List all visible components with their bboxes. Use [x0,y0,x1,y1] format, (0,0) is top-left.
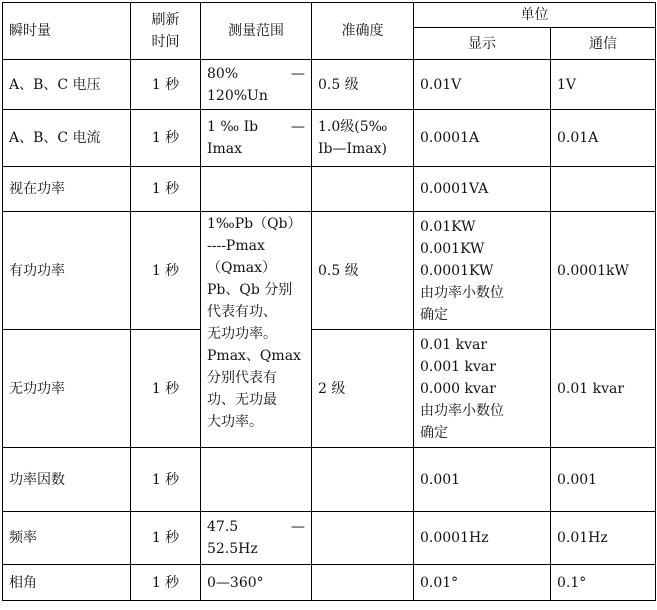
range-start: 47.5 [207,519,239,535]
row-refresh-voltage: 1 秒 [131,60,201,110]
row-accuracy-pf [312,448,414,512]
row-range-power [201,212,312,448]
row-name-apparent: 视在功率 [3,167,131,212]
row-display-active [414,212,551,330]
header-quantity: 瞬时量 [3,3,131,60]
header-refresh-time [131,3,201,60]
row-refresh-apparent: 1 秒 [131,167,201,212]
power-range-line: （Qmax） [207,260,276,276]
row-comm-voltage: 1V [551,60,656,110]
row-range-current [201,110,312,167]
accuracy-line-1: 1.0级(5‰ [318,119,388,135]
row-accuracy-freq [312,512,414,565]
table-row [3,60,656,110]
power-range-line: 无功功率。 [207,326,277,342]
row-name-active: 有功功率 [3,212,131,330]
row-range-freq [201,512,312,565]
row-display-pf: 0.001 [414,448,551,512]
header-display: 显示 [414,28,551,60]
row-refresh-phase: 1 秒 [131,565,201,601]
accuracy-line-2: Ib—Imax) [318,141,388,157]
row-comm-freq: 0.01Hz [551,512,656,565]
row-name-voltage: A、B、C 电压 [3,60,131,110]
row-refresh-current: 1 秒 [131,110,201,167]
power-range-line: Pmax、Qmax [207,348,301,364]
range-start: 1 ‰ Ib [207,119,259,135]
row-refresh-pf: 1 秒 [131,448,201,512]
header-refresh-line-1: 刷新 [151,12,180,28]
display-line: 0.01 kvar [420,336,488,353]
display-line: 0.0001KW [420,262,494,279]
row-refresh-reactive: 1 秒 [131,330,201,448]
row-display-reactive [414,330,551,448]
display-line: 由功率小数位 [420,284,504,301]
row-display-apparent: 0.0001VA [414,167,551,212]
header-refresh-line-2: 时间 [151,34,180,50]
display-line: 由功率小数位 [420,402,504,419]
row-accuracy-active: 0.5 级 [312,212,414,330]
header-accuracy: 准确度 [312,3,414,60]
row-range-apparent [201,167,312,212]
range-end: Imax [207,141,243,157]
row-accuracy-apparent [312,167,414,212]
range-start: 80% [207,65,239,82]
table-row [3,565,656,601]
table-row [3,448,656,512]
row-display-voltage: 0.01V [414,60,551,110]
range-end: 120%Un [207,87,268,104]
header-unit: 单位 [414,3,656,28]
display-line: 确定 [420,424,448,441]
row-name-freq: 频率 [3,512,131,565]
row-refresh-freq: 1 秒 [131,512,201,565]
table-row [3,167,656,212]
row-display-phase: 0.01° [414,565,551,601]
row-name-current: A、B、C 电流 [3,110,131,167]
header-comm: 通信 [551,28,656,60]
display-line: 0.001KW [420,240,485,257]
row-range-voltage [201,60,312,110]
row-accuracy-reactive: 2 级 [312,330,414,448]
power-range-line: ----Pmax [207,238,265,254]
display-line: 0.000 kvar [420,380,496,397]
table-row [3,110,656,167]
range-end: 52.5Hz [207,541,258,557]
row-comm-active: 0.0001kW [551,212,656,330]
row-display-current: 0.0001A [414,110,551,167]
display-line: 0.01KW [420,218,476,235]
range-dash: — [291,65,305,82]
range-dash: — [291,119,305,135]
row-comm-apparent [551,167,656,212]
measurement-spec-table [2,2,656,601]
header-range: 测量范围 [201,3,312,60]
power-range-line: 大功率。 [207,414,263,430]
display-line: 确定 [420,306,448,323]
row-display-freq: 0.0001Hz [414,512,551,565]
table-row [3,212,656,330]
power-range-line: Pb、Qb 分别 [207,282,293,298]
row-range-pf [201,448,312,512]
row-accuracy-voltage: 0.5 级 [312,60,414,110]
row-accuracy-phase [312,565,414,601]
row-comm-pf: 0.001 [551,448,656,512]
table-row [3,512,656,565]
display-line: 0.001 kvar [420,358,496,375]
power-range-line: 代表有功、 [207,304,277,320]
row-comm-current: 0.01A [551,110,656,167]
row-accuracy-current [312,110,414,167]
range-dash: — [291,519,305,535]
power-range-line: 功、无功最 [207,392,277,408]
power-range-line: 1‰Pb（Qb） [207,216,302,232]
row-refresh-active: 1 秒 [131,212,201,330]
row-comm-reactive: 0.01 kvar [551,330,656,448]
row-comm-phase: 0.1° [551,565,656,601]
row-name-phase: 相角 [3,565,131,601]
row-name-pf: 功率因数 [3,448,131,512]
row-range-phase: 0—360° [201,565,312,601]
row-name-reactive: 无功功率 [3,330,131,448]
table-row [3,330,656,448]
power-range-line: 分别代表有 [207,370,277,386]
